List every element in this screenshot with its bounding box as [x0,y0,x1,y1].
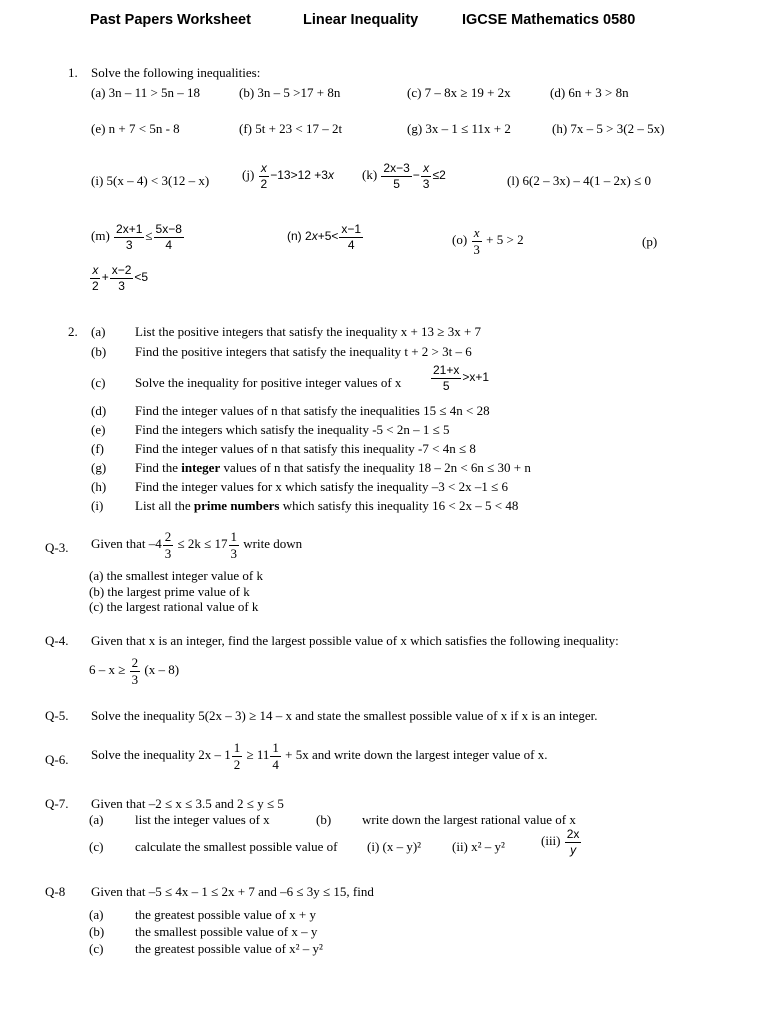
q8-c-label: (c) [89,941,104,956]
q1-h: (h) 7x – 5 > 3(2 – 5x) [552,121,665,136]
q7-text: Given that –2 ≤ x ≤ 3.5 and 2 ≤ y ≤ 5 [91,796,284,811]
q1-p: $\frac{x}{2}$ + $\frac{x-2}{3}$ <5 [92,263,149,293]
q2-g-text: Find the integer values of n that satisfy the inequality 18 – 2n < 6n ≤ 30 + n [135,460,531,475]
q7-c-ii: (ii) x² – y² [452,839,505,854]
q7-c-iii: (iii) $\frac{2x}{y}$ [541,827,580,857]
q1-o: (o) $\frac{x}{3}$ + 5 > 2 [452,225,524,257]
q3-number: Q-3. [45,540,69,555]
q1-prompt: Solve the following inequalities: [91,65,261,80]
q2-b-label: (b) [91,344,107,359]
q8-number: Q-8 [45,884,66,899]
q1-e: (e) n + 7 < 5n - 8 [91,121,180,136]
q7-a-text: list the integer values of x [135,812,270,827]
q3-a: (a) the smallest integer value of k [89,568,263,583]
q2-h-text: Find the integer values for x which satisfy the inequality –3 < 2x –1 ≤ 6 [135,479,508,494]
q2-f-label: (f) [91,441,104,456]
q4-text: Given that x is an integer, find the largest possible value of x which satisfies the following inequality: [91,633,619,648]
q7-b-label: (b) [316,812,332,827]
q2-d-text: Find the integer values of n that satisfy the inequalities 15 ≤ 4n < 28 [135,403,490,418]
worksheet-title: Past Papers Worksheet [90,12,251,28]
q1-a: (a) 3n – 11 > 5n – 18 [91,85,201,100]
q2-h-label: (h) [91,479,107,494]
q1-b: (b) 3n – 5 >17 + 8n [239,85,341,100]
q5-number: Q-5. [45,708,69,723]
q1-d: (d) 6n + 3 > 8n [550,85,629,100]
q1-f: (f) 5t + 23 < 17 – 2t [239,121,343,136]
q2-a-text: List the positive integers that satisfy the inequality x + 13 ≥ 3x + 7 [135,324,482,339]
q2-g-label: (g) [91,460,107,475]
q3-b: (b) the largest prime value of k [89,584,250,599]
q7-number: Q-7. [45,796,69,811]
q1-n: (n) 2x+5< $\frac{x-1}{4}$ [287,222,362,252]
q3-statement: Given that –4 $\frac{2}{3}$ ≤ 2k ≤ 17 $\frac{1}{3}$ write down [91,529,303,561]
q2-number: 2. [68,324,78,339]
q7-b-text: write down the largest rational value of x [362,812,576,827]
q5-text: Solve the inequality 5(2x – 3) ≥ 14 – x and state the smallest possible value of x if x is an integer. [91,708,598,723]
q7-a-label: (a) [89,812,104,827]
q7-c-label: (c) [89,839,104,854]
q1-p-label: (p) [642,234,658,249]
q8-b-label: (b) [89,924,105,939]
q7-c-text: calculate the smallest possible value of [135,839,338,854]
q6-number: Q-6. [45,752,69,767]
q2-i-text: List all the prime numbers which satisfy this inequality 16 < 2x – 5 < 48 [135,498,519,513]
q2-e-text: Find the integers which satisfy the inequality -5 < 2n – 1 ≤ 5 [135,422,450,437]
q1-g: (g) 3x – 1 ≤ 11x + 2 [407,121,511,136]
q2-e-label: (e) [91,422,106,437]
q2-i-label: (i) [91,498,104,513]
q1-j: (j) $\frac{x}{2}$ −13>12 +3x [242,161,334,191]
q1-number: 1. [68,65,78,80]
q2-d-label: (d) [91,403,107,418]
q4-inequality: 6 – x ≥ $\frac{2}{3}$ (x – 8) [89,655,180,687]
q8-text: Given that –5 ≤ 4x – 1 ≤ 2x + 7 and –6 ≤ 3y ≤ 15, find [91,884,374,899]
q2-c-expression: $\frac{21+x}{5}$ >x+1 [433,363,490,393]
q1-l: (l) 6(2 – 3x) – 4(1 – 2x) ≤ 0 [507,173,651,188]
q8-a-label: (a) [89,907,104,922]
q8-b-text: the smallest possible value of x – y [135,924,318,939]
q8-a-text: the greatest possible value of x + y [135,907,316,922]
topic-title: Linear Inequality [303,12,419,28]
q1-m: (m) $\frac{2x+1}{3}$ ≤ $\frac{5x-8}{4}$ [91,222,182,252]
q2-a-label: (a) [91,324,106,339]
q1-i: (i) 5(x – 4) < 3(12 – x) [91,173,210,188]
q2-c-text: Solve the inequality for positive integer values of x [135,375,402,390]
q8-c-text: the greatest possible value of x² – y² [135,941,323,956]
q2-b-text: Find the positive integers that satisfy the inequality t + 2 > 3t – 6 [135,344,472,359]
q2-f-text: Find the integer values of n that satisfy this inequality -7 < 4n ≤ 8 [135,441,476,456]
q1-k: (k) $\frac{2x-3}{5}$ − $\frac{x}{3}$ ≤2 [362,161,446,191]
q4-number: Q-4. [45,633,69,648]
course-title: IGCSE Mathematics 0580 [462,12,636,28]
q7-c-i: (i) (x – y)² [367,839,422,854]
q1-c: (c) 7 – 8x ≥ 19 + 2x [407,85,511,100]
q3-c: (c) the largest rational value of k [89,599,259,614]
q6-text: Solve the inequality 2x – 1 $\frac{1}{2}$ ≥ 11 $\frac{1}{4}$ + 5x and write down the largest integer value of x. [91,740,548,772]
q2-c-label: (c) [91,375,106,390]
